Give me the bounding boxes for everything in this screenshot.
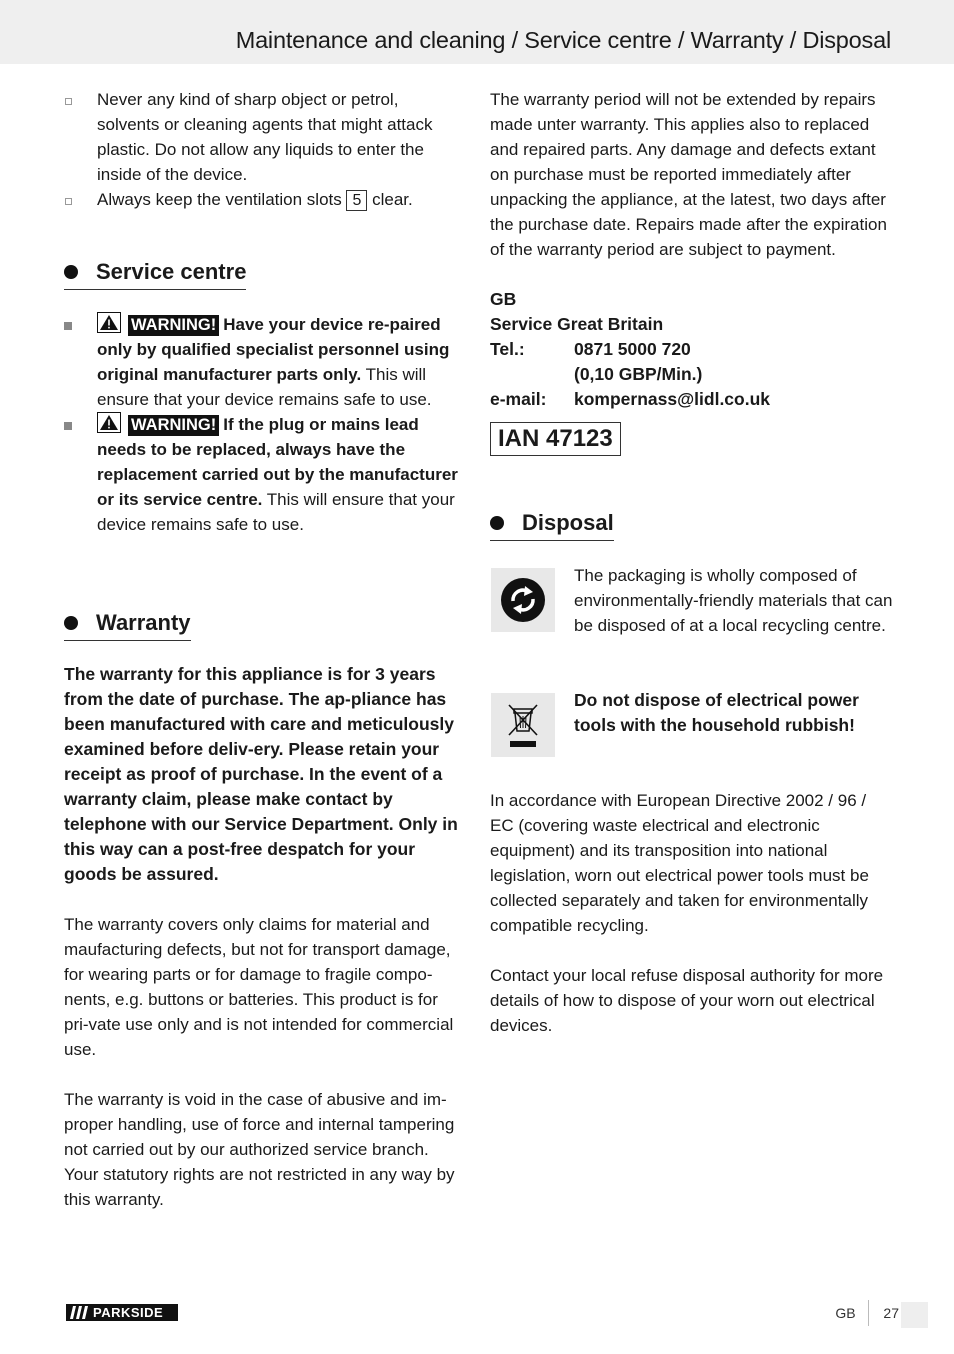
service-list [64, 312, 464, 537]
bullet-dot-icon [64, 265, 78, 279]
service-item-1-normal: This will ensure that your device remains safe to use. [97, 365, 432, 409]
warranty-paragraph-2: The warranty covers only claims for material and maufacturing defects, but not for transport damage, for wearing parts or for damage to fragile compo-nents, e.g. buttons or batteries. This product is for pri-vate use only and is not intended for commercial use. [64, 915, 454, 1059]
cleaning-list [64, 87, 464, 212]
packaging-note [574, 563, 894, 638]
footer-country: GB [835, 1305, 856, 1321]
warranty-heading: Warranty [96, 610, 191, 635]
page-title: Maintenance and cleaning / Service centre / Warranty / Disposal [235, 27, 891, 53]
disposal-section [490, 509, 890, 541]
email-address: kompernass@lidl.co.uk [574, 389, 771, 409]
square-bullet-icon [64, 322, 72, 330]
disposal-heading: Disposal [522, 510, 614, 535]
tel-number: 0871 5000 720 [574, 339, 691, 359]
warranty-text [64, 662, 464, 1212]
contact-email-row [490, 387, 890, 412]
contact-block [490, 287, 890, 412]
email-label: e-mail: [490, 389, 547, 409]
warranty-bold-paragraph: The warranty for this appliance is for 3 years from the date of purchase. The ap-pliance has been manufactured with care and meticulously examined before deliv-ery. Please retain your receipt as proof of purchase. In the event of a warranty claim, please make contact by telephone with our Service Department. Only in this way can a post-free despatch for your goods be assured. [64, 664, 458, 884]
service-item-1-bold: Have your device re-paired only by qualified specialist personnel using original manufacturer parts only. [97, 315, 450, 384]
cleaning-item-1: Never any kind of sharp object or petrol, solvents or cleaning agents that might attack plastic. Do not allow any liquids to enter the inside of the device. [97, 90, 433, 184]
logo-stripes-icon [69, 1304, 91, 1321]
service-name: Service Great Britain [490, 314, 664, 334]
country-code: GB [490, 289, 517, 309]
service-item-2-bold: If the plug or mains lead needs to be replaced, always have the replacement carried out by the manufacturer or its service centre. [97, 415, 458, 509]
section-heading [64, 258, 246, 290]
section-heading [64, 609, 191, 641]
footer-tab-box [901, 1302, 928, 1328]
footer-divider [868, 1300, 869, 1326]
parkside-logo [66, 1304, 178, 1321]
warning-label: WARNING! [128, 415, 219, 436]
warranty-paragraph-4: The warranty period will not be extended by repairs made unter warranty. This applies also to replaced and repaired parts. Any damage and defects extant on purchase must be reported immediately after unpacking the appliance, at the latest, two days after the purchase date. Repairs made after the expiration of the warranty period are subject to payment. [490, 90, 887, 259]
weee-note [574, 688, 894, 738]
contact-tel-row [490, 337, 890, 362]
green-dot-recycling-icon [491, 568, 555, 632]
warranty-continued [490, 87, 890, 262]
ian-block [490, 422, 890, 456]
contact-country [490, 287, 890, 312]
weee-text: Do not dispose of electrical power tools with the household rubbish! [574, 690, 859, 735]
service-section [64, 258, 464, 290]
list-item [64, 412, 464, 537]
warranty-section [64, 609, 464, 641]
section-heading [490, 509, 614, 541]
page-header [0, 0, 954, 64]
part-number-badge: 5 [346, 190, 367, 211]
square-bullet-icon [64, 422, 72, 430]
contact-authority-text: Contact your local refuse disposal authority for more details of how to dispose of your worn out electrical devices. [490, 966, 884, 1035]
cleaning-item-2-after: clear. [372, 190, 413, 209]
list-item [64, 312, 464, 412]
checkbox-bullet-icon [65, 98, 72, 105]
checkbox-bullet-icon [65, 198, 72, 205]
disposal-text [490, 788, 890, 1038]
tel-rate: (0,10 GBP/Min.) [574, 364, 703, 384]
brand-name: PARKSIDE [93, 1305, 164, 1320]
warning-triangle-icon [97, 412, 121, 433]
warning-triangle-icon [97, 312, 121, 333]
bullet-dot-icon [64, 616, 78, 630]
list-item [64, 87, 464, 187]
list-item [64, 187, 464, 212]
crossed-bin-icon [491, 693, 555, 757]
cleaning-item-2-before: Always keep the ventilation slots [97, 190, 342, 209]
tel-label: Tel.: [490, 339, 525, 359]
contact-service [490, 312, 890, 337]
packaging-text: The packaging is wholly composed of environmentally-friendly materials that can be disposed of at a local recycling centre. [574, 566, 893, 635]
ian-badge: IAN 47123 [490, 422, 621, 456]
service-heading: Service centre [96, 259, 247, 284]
bullet-dot-icon [490, 516, 504, 530]
service-item-2-normal: This will ensure that your device remains safe to use. [97, 490, 455, 534]
warranty-paragraph-3: The warranty is void in the case of abusive and im-proper handling, use of force and internal tampering not carried out by our authorized service branch. Your statutory rights are not restricted in any way by this warranty. [64, 1090, 455, 1209]
warning-label: WARNING! [128, 315, 219, 336]
directive-text: In accordance with European Directive 2002 / 96 / EC (covering waste electrical and electronic equipment) and its transposition into national legislation, worn out electrical power tools must be collected separately and taken for environmentally compatible recycling. [490, 791, 869, 935]
contact-rate-row [490, 362, 890, 387]
page-number: 27 [883, 1305, 899, 1321]
